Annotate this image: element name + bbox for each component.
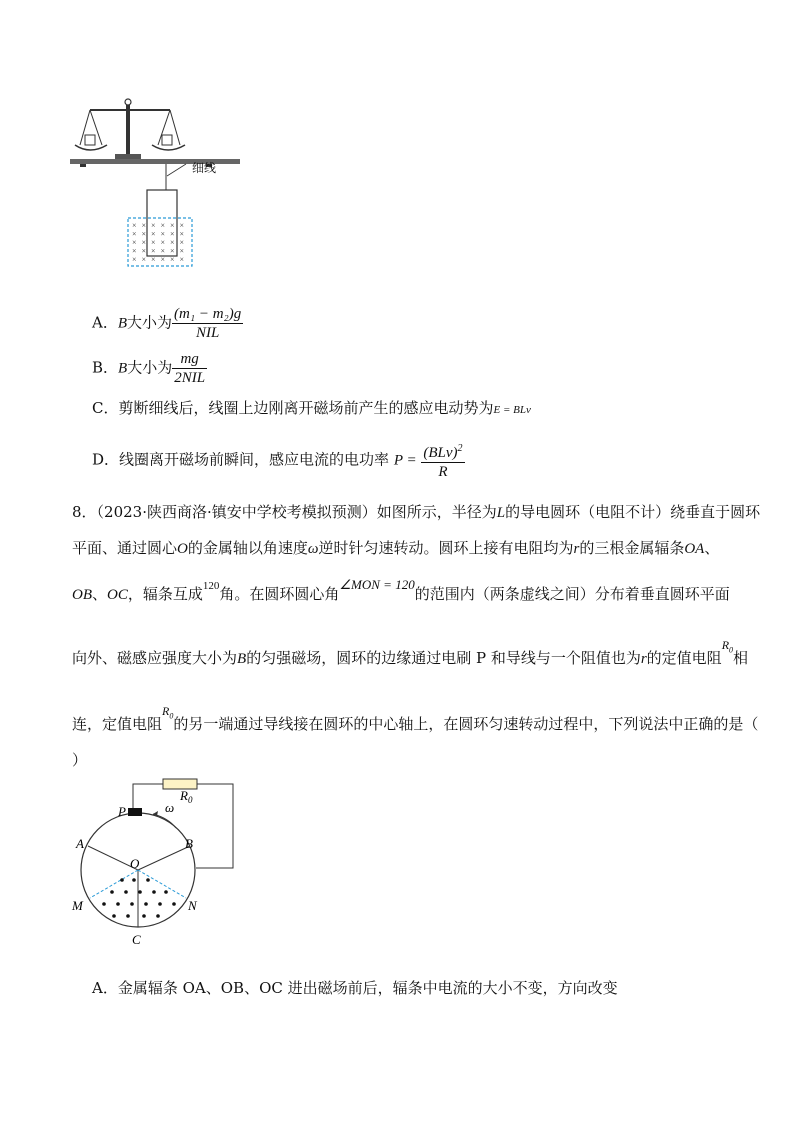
- field-dot-icon: [102, 902, 106, 906]
- field-dot-icon: [158, 902, 162, 906]
- option-b[interactable]: [92, 350, 207, 387]
- field-dot-icon: [116, 902, 120, 906]
- field-cross-icon: ×: [141, 255, 147, 264]
- field-cross-icon: ×: [151, 246, 156, 256]
- q8-option-a[interactable]: [92, 978, 618, 998]
- field-cross-icon: ×: [141, 221, 147, 230]
- field-cross-icon: ×: [132, 221, 137, 230]
- field-dot-icon: [120, 878, 124, 882]
- field-cross-icon: ×: [141, 238, 147, 247]
- field-dot-icon: [112, 914, 116, 918]
- field-cross-icon: ×: [160, 221, 166, 230]
- field-dot-icon: [156, 914, 160, 918]
- option-text: 大小为: [127, 313, 173, 332]
- field-cross-icon: ×: [151, 221, 156, 230]
- field-cross-icon: ×: [132, 229, 137, 239]
- fraction: [172, 350, 207, 387]
- denominator: R: [438, 464, 448, 480]
- field-cross-icon: ×: [151, 255, 156, 264]
- option-text: 大小为: [127, 358, 173, 377]
- denominator: 2NIL: [174, 370, 206, 386]
- field-cross-icon: ×: [179, 255, 185, 264]
- field-dot-icon: [146, 878, 150, 882]
- field-dot-icon: [132, 878, 136, 882]
- field-cross-icon: ×: [132, 246, 137, 256]
- figure-ring: [68, 770, 248, 950]
- label-b: B: [185, 836, 193, 851]
- field-cross-icon: ×: [160, 255, 166, 264]
- field-cross-icon: ×: [170, 221, 175, 230]
- numerator: (m₁ − m₂)g: [174, 306, 242, 322]
- field-cross-icon: ×: [132, 255, 137, 264]
- field-dot-icon: [124, 890, 128, 894]
- label-p: P: [118, 804, 126, 819]
- var-b: B: [117, 315, 128, 332]
- field-dot-icon: [142, 914, 146, 918]
- label-o: O: [130, 856, 140, 871]
- label-m: M: [72, 898, 83, 913]
- field-dot-icon: [172, 902, 176, 906]
- label-r0: $R_0$: [180, 788, 193, 805]
- option-letter: B．: [92, 358, 119, 377]
- field-cross-icon: ×: [179, 238, 185, 247]
- fraction: [172, 305, 243, 342]
- q8-line1: 8．（2023·陕西商洛·镇安中学校考模拟预测）如图所示，半径为L的导电圆环（电阻不计）绕垂直于圆环: [72, 503, 761, 521]
- field-cross-icon: ×: [151, 229, 156, 239]
- option-c[interactable]: [92, 398, 531, 420]
- field-cross-icon: ×: [160, 238, 166, 247]
- numerator: mg: [172, 350, 207, 369]
- option-text: 金属辐条 OA、OB、OC 进出磁场前后，辐条中电流的大小不变，方向改变: [117, 979, 618, 997]
- field-cross-icon: ×: [141, 246, 147, 256]
- q8-line5: 连，定值电阻$^{R_0}$的另一端通过导线接在圆环的中心轴上，在圆环匀速转动过程中，下列说法中正确的是（: [72, 704, 759, 733]
- option-letter: D．: [92, 450, 120, 469]
- formula: E = BLv: [493, 404, 531, 416]
- field-cross-icon: ×: [170, 246, 175, 256]
- var-b: B: [118, 360, 128, 377]
- q8-line6: ）: [72, 751, 88, 769]
- option-d[interactable]: [92, 440, 465, 481]
- field-dot-icon: [130, 902, 134, 906]
- field-dot-icon: [164, 890, 168, 894]
- denominator: NIL: [195, 325, 220, 341]
- label-omega: ω: [165, 800, 175, 815]
- field-cross-icon: ×: [141, 229, 147, 239]
- field-dot-icon: [110, 890, 114, 894]
- field-dot-icon: [152, 890, 156, 894]
- label-c: C: [132, 932, 141, 947]
- q8-line4: 向外、磁感应强度大小为B的匀强磁场，圆环的边缘通过电刷 P 和导线与一个阻值也为r的定值电阻$^{R_0}$相: [72, 638, 749, 667]
- field-dot-icon: [126, 914, 130, 918]
- q8-line2: 平面、通过圆心O的金属轴以角速度ω逆时针匀速转动。圆环上接有电阻均为r的三根金属辐条OA、: [72, 539, 720, 557]
- option-a[interactable]: [92, 305, 243, 345]
- field-dot-icon: [144, 902, 148, 906]
- field-cross-icon: ×: [160, 229, 166, 239]
- numerator: (BLv)$^2$: [421, 440, 464, 463]
- field-cross-icon: ×: [151, 238, 156, 247]
- option-text: 线圈离开磁场前瞬间，感应电流的电功率: [119, 450, 390, 469]
- thread-label: 细线: [192, 161, 217, 175]
- field-cross-icon: ×: [170, 229, 175, 239]
- field-cross-icon: ×: [179, 229, 185, 239]
- option-letter: A．: [92, 313, 118, 332]
- field-cross-icon: ×: [160, 246, 166, 256]
- fraction: [421, 440, 464, 481]
- label-n: N: [188, 898, 197, 913]
- field-cross-icon: ×: [170, 255, 175, 264]
- label-a: A: [76, 836, 84, 851]
- field-dot-icon: [138, 890, 142, 894]
- field-cross-icon: ×: [132, 238, 137, 247]
- option-letter: C．: [92, 399, 119, 417]
- formula-lhs: P =: [393, 452, 417, 469]
- option-letter: A．: [92, 979, 118, 997]
- q8-line3: OB、OC，辐条互成$^{120}$角。在圆环圆心角∠MON = 120的范围内（两条虚线之间）分布着垂直圆环平面: [72, 577, 730, 603]
- field-cross-icon: ×: [179, 246, 185, 256]
- field-cross-icon: ×: [179, 221, 185, 230]
- option-text: 剪断细线后，线圈上边刚离开磁场前产生的感应电动势为: [118, 399, 494, 417]
- figure-balance-coil: [70, 90, 290, 275]
- field-cross-icon: ×: [170, 238, 175, 247]
